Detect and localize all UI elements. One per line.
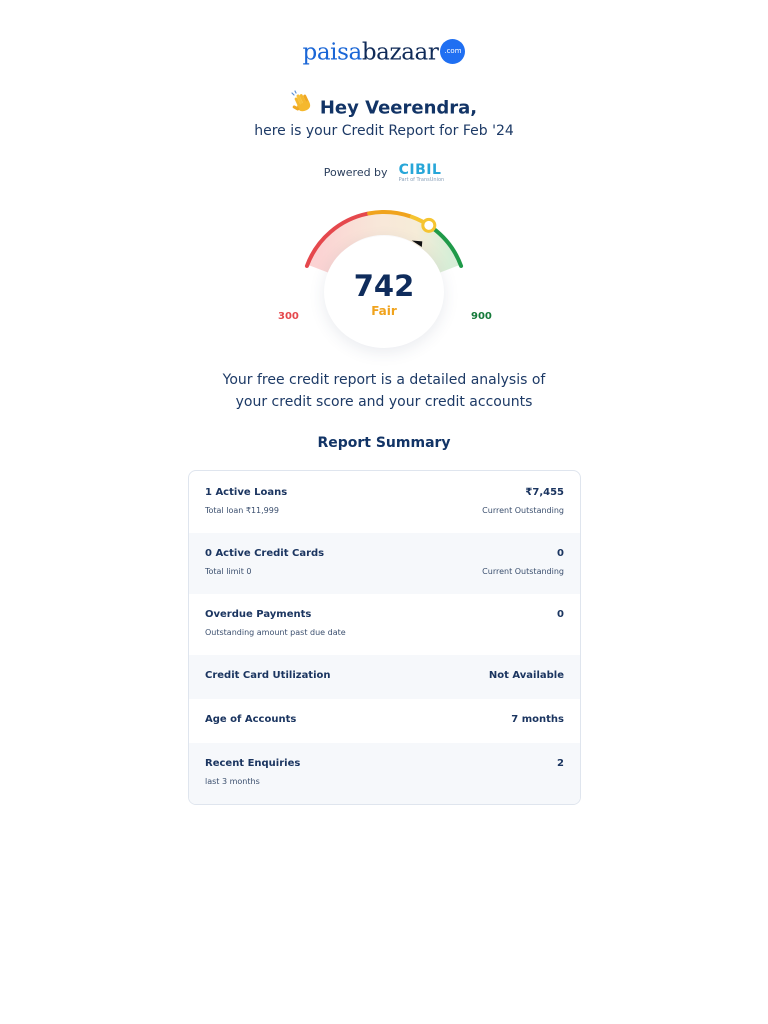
row-sublabel: Total loan ₹11,999	[205, 506, 279, 515]
row-value: 0	[557, 609, 564, 620]
row-value-sublabel: Current Outstanding	[482, 567, 564, 576]
paisabazaar-logo	[0, 38, 768, 67]
row-value: ₹7,455	[525, 487, 564, 498]
greeting-text: Hey Veerendra,	[319, 97, 478, 119]
description-line-1: Your free credit report is a detailed analysis of	[222, 372, 546, 388]
report-subtitle: here is your Credit Report for Feb '24	[254, 123, 514, 139]
summary-row-active-credit-cards[interactable]	[189, 533, 580, 594]
row-sublabel: Outstanding amount past due date	[205, 628, 346, 637]
summary-row-credit-card-utilization[interactable]	[189, 655, 580, 699]
report-summary-card	[188, 470, 581, 805]
summary-row-overdue-payments[interactable]	[189, 594, 580, 655]
row-label: Recent Enquiries	[205, 758, 301, 769]
summary-row-active-loans[interactable]	[189, 471, 580, 533]
credit-score-rating: Fair	[371, 304, 397, 318]
credit-score-gauge	[254, 194, 514, 374]
cibil-logo	[399, 163, 445, 183]
logo-dot-com-badge: .com	[440, 39, 465, 64]
score-max-label: 900	[471, 311, 492, 322]
row-value: 7 months	[511, 714, 564, 725]
summary-row-age-of-accounts[interactable]	[189, 699, 580, 743]
credit-score-value: 742	[353, 269, 415, 303]
waving-hand-icon	[291, 90, 315, 123]
row-label: 1 Active Loans	[205, 487, 288, 498]
score-center	[324, 236, 444, 348]
row-label: 0 Active Credit Cards	[205, 548, 325, 559]
logo-text-bazaar: bazaar	[361, 39, 439, 66]
row-value: 0	[557, 548, 564, 559]
row-label: Overdue Payments	[205, 609, 312, 620]
score-marker	[423, 219, 435, 231]
powered-by-label: Powered by	[323, 166, 388, 179]
row-sublabel: Total limit 0	[205, 567, 252, 576]
row-value-sublabel: Current Outstanding	[482, 506, 564, 515]
summary-row-recent-enquiries[interactable]	[189, 743, 580, 804]
row-label: Credit Card Utilization	[205, 670, 331, 681]
cibil-logo-text: CIBIL	[398, 161, 442, 178]
report-description	[184, 369, 584, 413]
description-line-2: your credit score and your credit accounts	[235, 394, 533, 410]
row-value: 2	[557, 758, 564, 769]
powered-by	[0, 162, 768, 183]
score-min-label: 300	[278, 311, 299, 322]
report-summary-title: Report Summary	[317, 435, 451, 451]
cibil-tagline: Part of TransUnion	[398, 176, 445, 183]
row-value: Not Available	[488, 670, 564, 681]
row-sublabel: last 3 months	[205, 777, 260, 786]
row-label: Age of Accounts	[205, 714, 297, 725]
logo-text-paisa: paisa	[302, 39, 362, 66]
